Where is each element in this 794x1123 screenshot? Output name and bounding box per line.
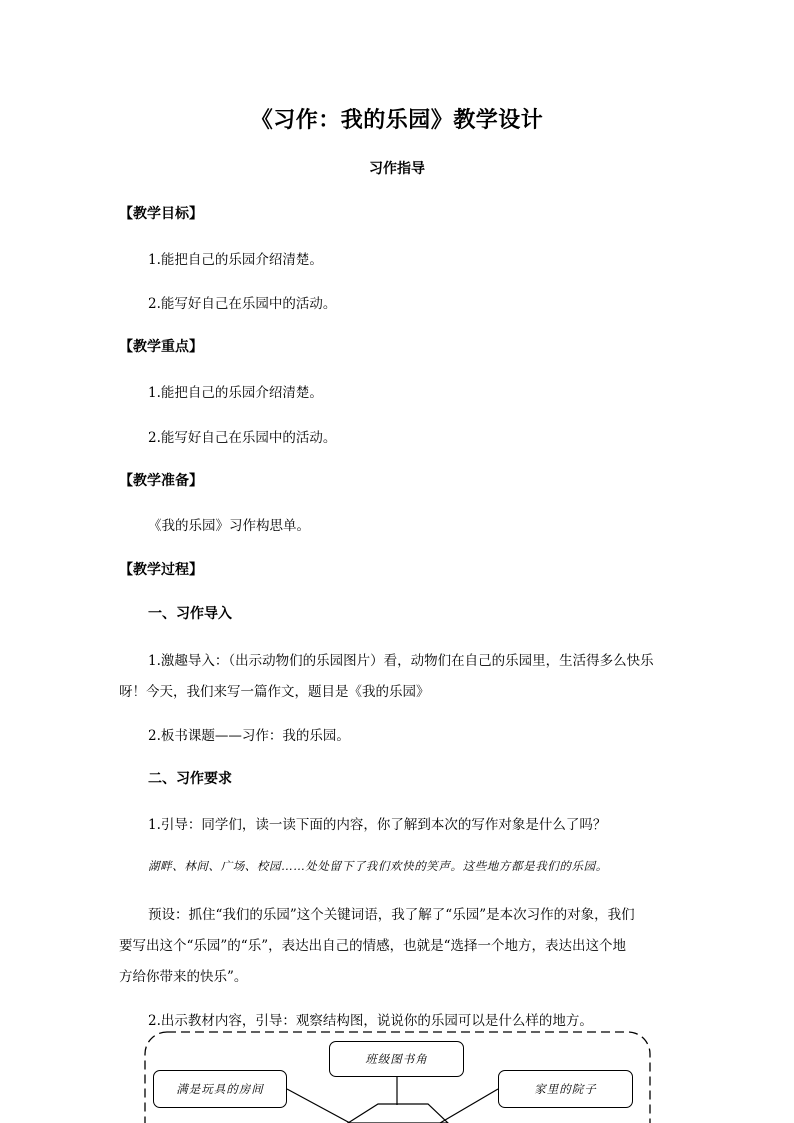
requirements-paragraph-2: 2.出示教材内容，引导：观察结构图，说说你的乐园可以是什么样的地方。 (148, 1013, 593, 1029)
document-subtitle: 习作指导 (369, 161, 425, 177)
preset-line-3: 方给你带来的快乐”。 (119, 969, 248, 985)
goal-item-1: 1.能把自己的乐园介绍清楚。 (148, 252, 323, 268)
textbook-quote: 湖畔、林间、广场、校园……处处留下了我们欢快的笑声。这些地方都是我们的乐园。 (148, 859, 608, 873)
key-point-item-1: 1.能把自己的乐园介绍清楚。 (148, 385, 323, 401)
subheading-intro: 一、习作导入 (148, 606, 232, 622)
heading-preparation: 【教学准备】 (119, 473, 203, 489)
diagram-box-toy-room: 满是玩具的房间 (153, 1070, 287, 1108)
connector-left (287, 1089, 350, 1123)
document-title: 《习作：我的乐园》教学设计 (250, 108, 544, 133)
diagram-box-home-yard: 家里的院子 (498, 1070, 633, 1108)
requirements-paragraph-1: 1.引导：同学们，读一读下面的内容，你了解到本次的写作对象是什么了吗？ (148, 817, 607, 833)
goal-item-2: 2.能写好自己在乐园中的活动。 (148, 296, 337, 312)
heading-process: 【教学过程】 (119, 562, 203, 578)
heading-goals: 【教学目标】 (119, 206, 203, 222)
intro-paragraph-line-1: 1.激趣导入：（出示动物们的乐园图片）看，动物们在自己的乐园里，生活得多么快乐 (148, 653, 654, 669)
key-point-item-2: 2.能写好自己在乐园中的活动。 (148, 430, 337, 446)
intro-paragraph-line-2: 呀！今天，我们来写一篇作文，题目是《我的乐园》 (119, 684, 430, 700)
intro-paragraph-2: 2.板书课题——习作：我的乐园。 (148, 728, 350, 744)
preset-line-2: 要写出这个“乐园”的“乐”，表达出自己的情感，也就是“选择一个地方，表达出这个地 (119, 938, 627, 954)
connector-right (440, 1089, 498, 1123)
heading-key-points: 【教学重点】 (119, 339, 203, 355)
preset-line-1: 预设：抓住“我们的乐园”这个关键词语，我了解了“乐园”是本次习作的对象，我们 (148, 907, 635, 923)
subheading-requirements: 二、习作要求 (148, 771, 232, 787)
center-node-partial (348, 1104, 448, 1123)
diagram-box-class-library: 班级图书角 (329, 1041, 464, 1077)
preparation-item-1: 《我的乐园》习作构思单。 (148, 518, 310, 534)
